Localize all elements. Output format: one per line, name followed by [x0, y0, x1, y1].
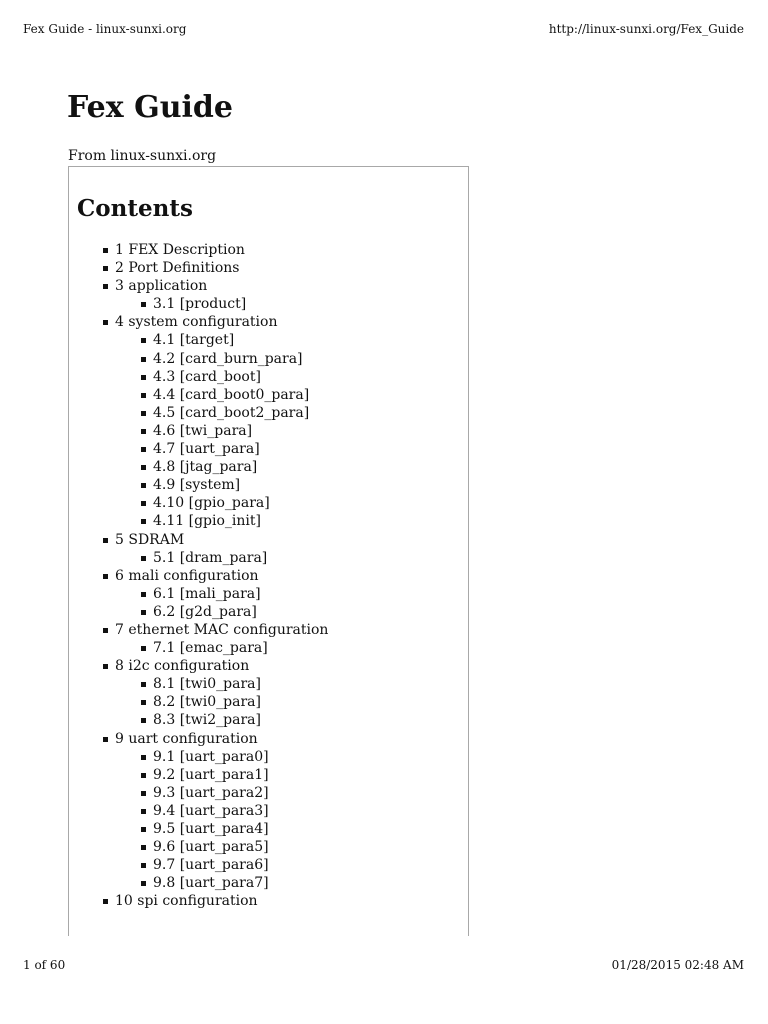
toc-link[interactable]: 4.5 [card_boot2_para]	[153, 404, 310, 421]
toc-item	[69, 277, 328, 295]
toc-link[interactable]: 9.7 [uart_para6]	[153, 857, 269, 874]
bullet-icon	[103, 320, 108, 325]
toc-item	[69, 350, 328, 368]
bullet-icon	[141, 393, 146, 398]
toc-link[interactable]: 6 mali configuration	[115, 567, 259, 584]
toc-item	[69, 295, 328, 313]
toc-item	[69, 404, 328, 422]
toc-item	[69, 241, 328, 259]
toc-link[interactable]: 4.2 [card_burn_para]	[153, 350, 303, 367]
toc-item	[69, 856, 328, 874]
toc-link[interactable]: 5.1 [dram_para]	[153, 549, 268, 566]
toc-item	[69, 820, 328, 838]
toc-link[interactable]: 9.2 [uart_para1]	[153, 766, 269, 783]
toc-item	[69, 693, 328, 711]
toc-link[interactable]: 10 spi configuration	[115, 893, 258, 910]
bullet-icon	[103, 737, 108, 742]
bullet-icon	[141, 519, 146, 524]
toc-link[interactable]: 9.3 [uart_para2]	[153, 784, 269, 801]
toc-link[interactable]: 9.4 [uart_para3]	[153, 802, 269, 819]
bullet-icon	[141, 411, 146, 416]
toc-link[interactable]: 3.1 [product]	[153, 296, 247, 313]
bullet-icon	[141, 375, 146, 380]
bullet-icon	[141, 773, 146, 778]
toc-link[interactable]: 7.1 [emac_para]	[153, 640, 268, 657]
toc-item	[69, 730, 328, 748]
toc-item	[69, 874, 328, 892]
toc-link[interactable]: 8.3 [twi2_para]	[153, 712, 261, 729]
bullet-icon	[141, 447, 146, 452]
toc-item	[69, 368, 328, 386]
toc-link[interactable]: 2 Port Definitions	[115, 260, 240, 277]
toc-link[interactable]: 9.5 [uart_para4]	[153, 821, 269, 837]
toc-link[interactable]: 9.8 [uart_para7]	[153, 875, 269, 892]
toc-link[interactable]: 6.2 [g2d_para]	[153, 603, 257, 620]
toc-list	[69, 241, 328, 910]
bullet-icon	[141, 881, 146, 886]
toc-link[interactable]: 4.9 [system]	[153, 477, 241, 494]
bullet-icon	[141, 357, 146, 362]
toc-link[interactable]: 7 ethernet MAC configuration	[115, 621, 329, 638]
bullet-icon	[141, 809, 146, 814]
toc-link[interactable]: 9 uart configuration	[115, 730, 258, 747]
bullet-icon	[103, 266, 108, 271]
toc-item	[69, 748, 328, 766]
toc-item	[69, 639, 328, 657]
print-header-title: Fex Guide - linux-sunxi.org	[23, 22, 187, 36]
bullet-icon	[141, 592, 146, 597]
bullet-icon	[141, 791, 146, 796]
print-footer-datetime: 01/28/2015 02:48 AM	[611, 958, 744, 972]
toc-item	[69, 711, 328, 729]
toc-link[interactable]: 6.1 [mali_para]	[153, 585, 261, 602]
bullet-icon	[103, 284, 108, 289]
toc-item	[69, 675, 328, 693]
toc-item	[69, 892, 328, 910]
bullet-icon	[103, 248, 108, 253]
toc-link[interactable]: 9.1 [uart_para0]	[153, 748, 269, 765]
bullet-icon	[141, 755, 146, 760]
bullet-icon	[141, 556, 146, 561]
toc-link[interactable]: 3 application	[115, 278, 208, 295]
toc-link[interactable]: 5 SDRAM	[115, 531, 185, 548]
bullet-icon	[103, 899, 108, 904]
toc-item	[69, 440, 328, 458]
bullet-icon	[141, 501, 146, 506]
toc-link[interactable]: 9.6 [uart_para5]	[153, 839, 269, 856]
site-subtitle: From linux-sunxi.org	[68, 148, 217, 164]
bullet-icon	[103, 538, 108, 543]
toc-link[interactable]: 8.2 [twi0_para]	[153, 694, 261, 711]
toc-item	[69, 531, 328, 549]
bullet-icon	[141, 302, 146, 307]
toc-link[interactable]: 8 i2c configuration	[115, 658, 250, 675]
toc-item	[69, 766, 328, 784]
toc-item	[69, 802, 328, 820]
bullet-icon	[141, 845, 146, 850]
toc-item	[69, 603, 328, 621]
toc-item	[69, 784, 328, 802]
page-title: Fex Guide	[67, 90, 233, 125]
print-header-url: http://linux-sunxi.org/Fex_Guide	[548, 22, 744, 36]
toc-link[interactable]: 4 system configuration	[115, 314, 278, 331]
toc-link[interactable]: 4.3 [card_boot]	[153, 368, 261, 385]
toc-item	[69, 657, 328, 675]
bullet-icon	[103, 628, 108, 633]
table-of-contents	[68, 166, 469, 936]
bullet-icon	[141, 863, 146, 868]
toc-title: Contents	[77, 195, 193, 222]
bullet-icon	[141, 429, 146, 434]
toc-link[interactable]: 4.10 [gpio_para]	[153, 495, 270, 512]
bullet-icon	[141, 718, 146, 723]
toc-link[interactable]: 8.1 [twi0_para]	[153, 676, 261, 693]
bullet-icon	[141, 610, 146, 615]
bullet-icon	[141, 465, 146, 470]
bullet-icon	[141, 827, 146, 832]
toc-item	[69, 259, 328, 277]
toc-link[interactable]: 1 FEX Description	[115, 242, 245, 258]
toc-item	[69, 313, 328, 331]
toc-link[interactable]: 4.7 [uart_para]	[153, 441, 260, 458]
toc-item	[69, 567, 328, 585]
bullet-icon	[103, 664, 108, 669]
toc-item	[69, 512, 328, 530]
toc-item	[69, 621, 328, 639]
toc-item	[69, 585, 328, 603]
toc-link[interactable]: 4.1 [target]	[153, 332, 235, 349]
toc-item	[69, 331, 328, 349]
toc-item	[69, 494, 328, 512]
bullet-icon	[141, 700, 146, 705]
toc-item	[69, 458, 328, 476]
bullet-icon	[141, 483, 146, 488]
toc-link[interactable]: 4.4 [card_boot0_para]	[153, 386, 310, 403]
bullet-icon	[141, 646, 146, 651]
print-footer-page: 1 of 60	[23, 958, 66, 972]
toc-link[interactable]: 4.8 [jtag_para]	[153, 459, 258, 476]
toc-item	[69, 476, 328, 494]
toc-item	[69, 386, 328, 404]
bullet-icon	[141, 682, 146, 687]
toc-link[interactable]: 4.11 [gpio_init]	[153, 513, 261, 530]
toc-item	[69, 549, 328, 567]
bullet-icon	[141, 338, 146, 343]
toc-link[interactable]: 4.6 [twi_para]	[153, 422, 253, 439]
toc-item	[69, 422, 328, 440]
bullet-icon	[103, 574, 108, 579]
toc-item	[69, 838, 328, 856]
